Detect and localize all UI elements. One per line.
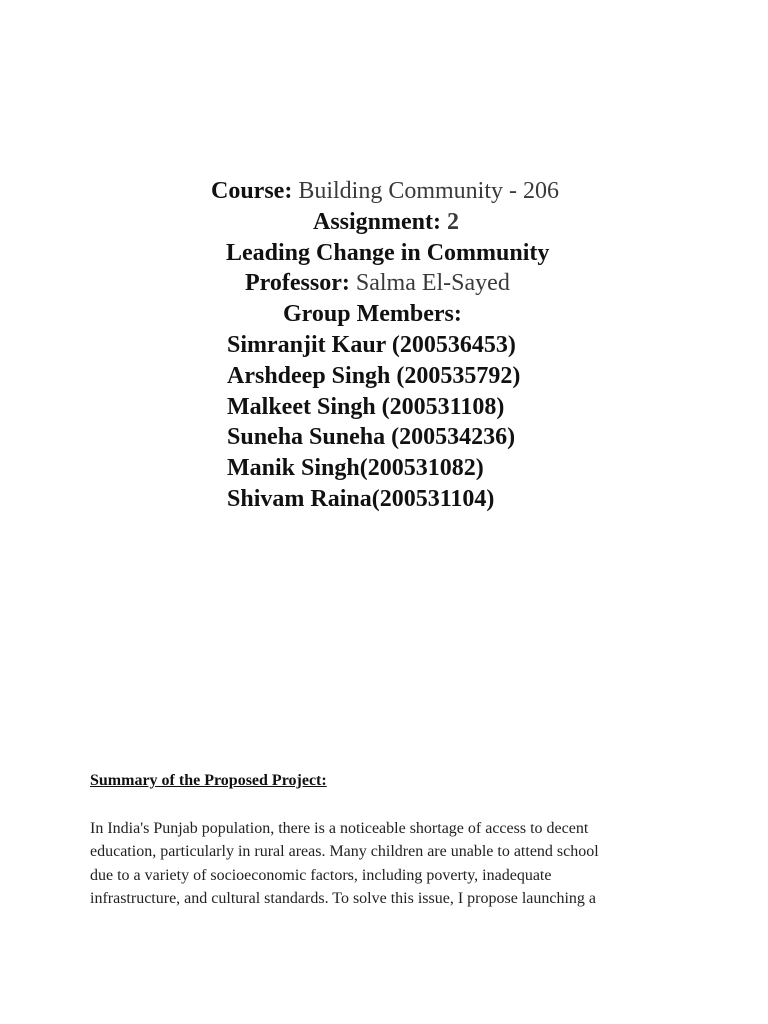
assignment-label: Assignment: — [313, 209, 442, 235]
summary-line: due to a variety of socioeconomic factors, including poverty, inadequate — [90, 866, 552, 884]
member-item: Malkeet Singh (200531108) — [227, 394, 505, 420]
course-value: Building Community - 206 — [298, 178, 560, 204]
member-item: Manik Singh(200531082) — [227, 455, 484, 481]
member-item: Simranjit Kaur (200536453) — [227, 332, 516, 358]
professor-value: Salma El-Sayed — [355, 270, 510, 296]
course-label: Course: — [211, 178, 293, 204]
summary-line: In India's Punjab population, there is a noticeable shortage of access to decent — [90, 820, 589, 837]
assignment-line — [313, 207, 459, 237]
member-item: Suneha Suneha (200534236) — [227, 424, 516, 450]
member-item: Arshdeep Singh (200535792) — [227, 363, 521, 389]
summary-heading: Summary of the Proposed Project: — [90, 772, 327, 789]
assignment-value: 2 — [447, 209, 460, 235]
group-heading — [283, 299, 462, 329]
topic-line — [226, 238, 549, 268]
member-item: Shivam Raina(200531104) — [227, 486, 495, 512]
summary-line: education, particularly in rural areas. Many children are unable to attend school — [90, 843, 599, 861]
summary-line: infrastructure, and cultural standards. To solve this issue, I propose launching a — [90, 889, 597, 907]
course-line — [211, 176, 559, 206]
group-heading-text: Group Members: — [283, 301, 462, 327]
professor-label: Professor: — [245, 270, 350, 296]
professor-line — [245, 268, 510, 298]
summary-paragraph — [90, 817, 660, 910]
topic-text: Leading Change in Community — [226, 240, 550, 266]
